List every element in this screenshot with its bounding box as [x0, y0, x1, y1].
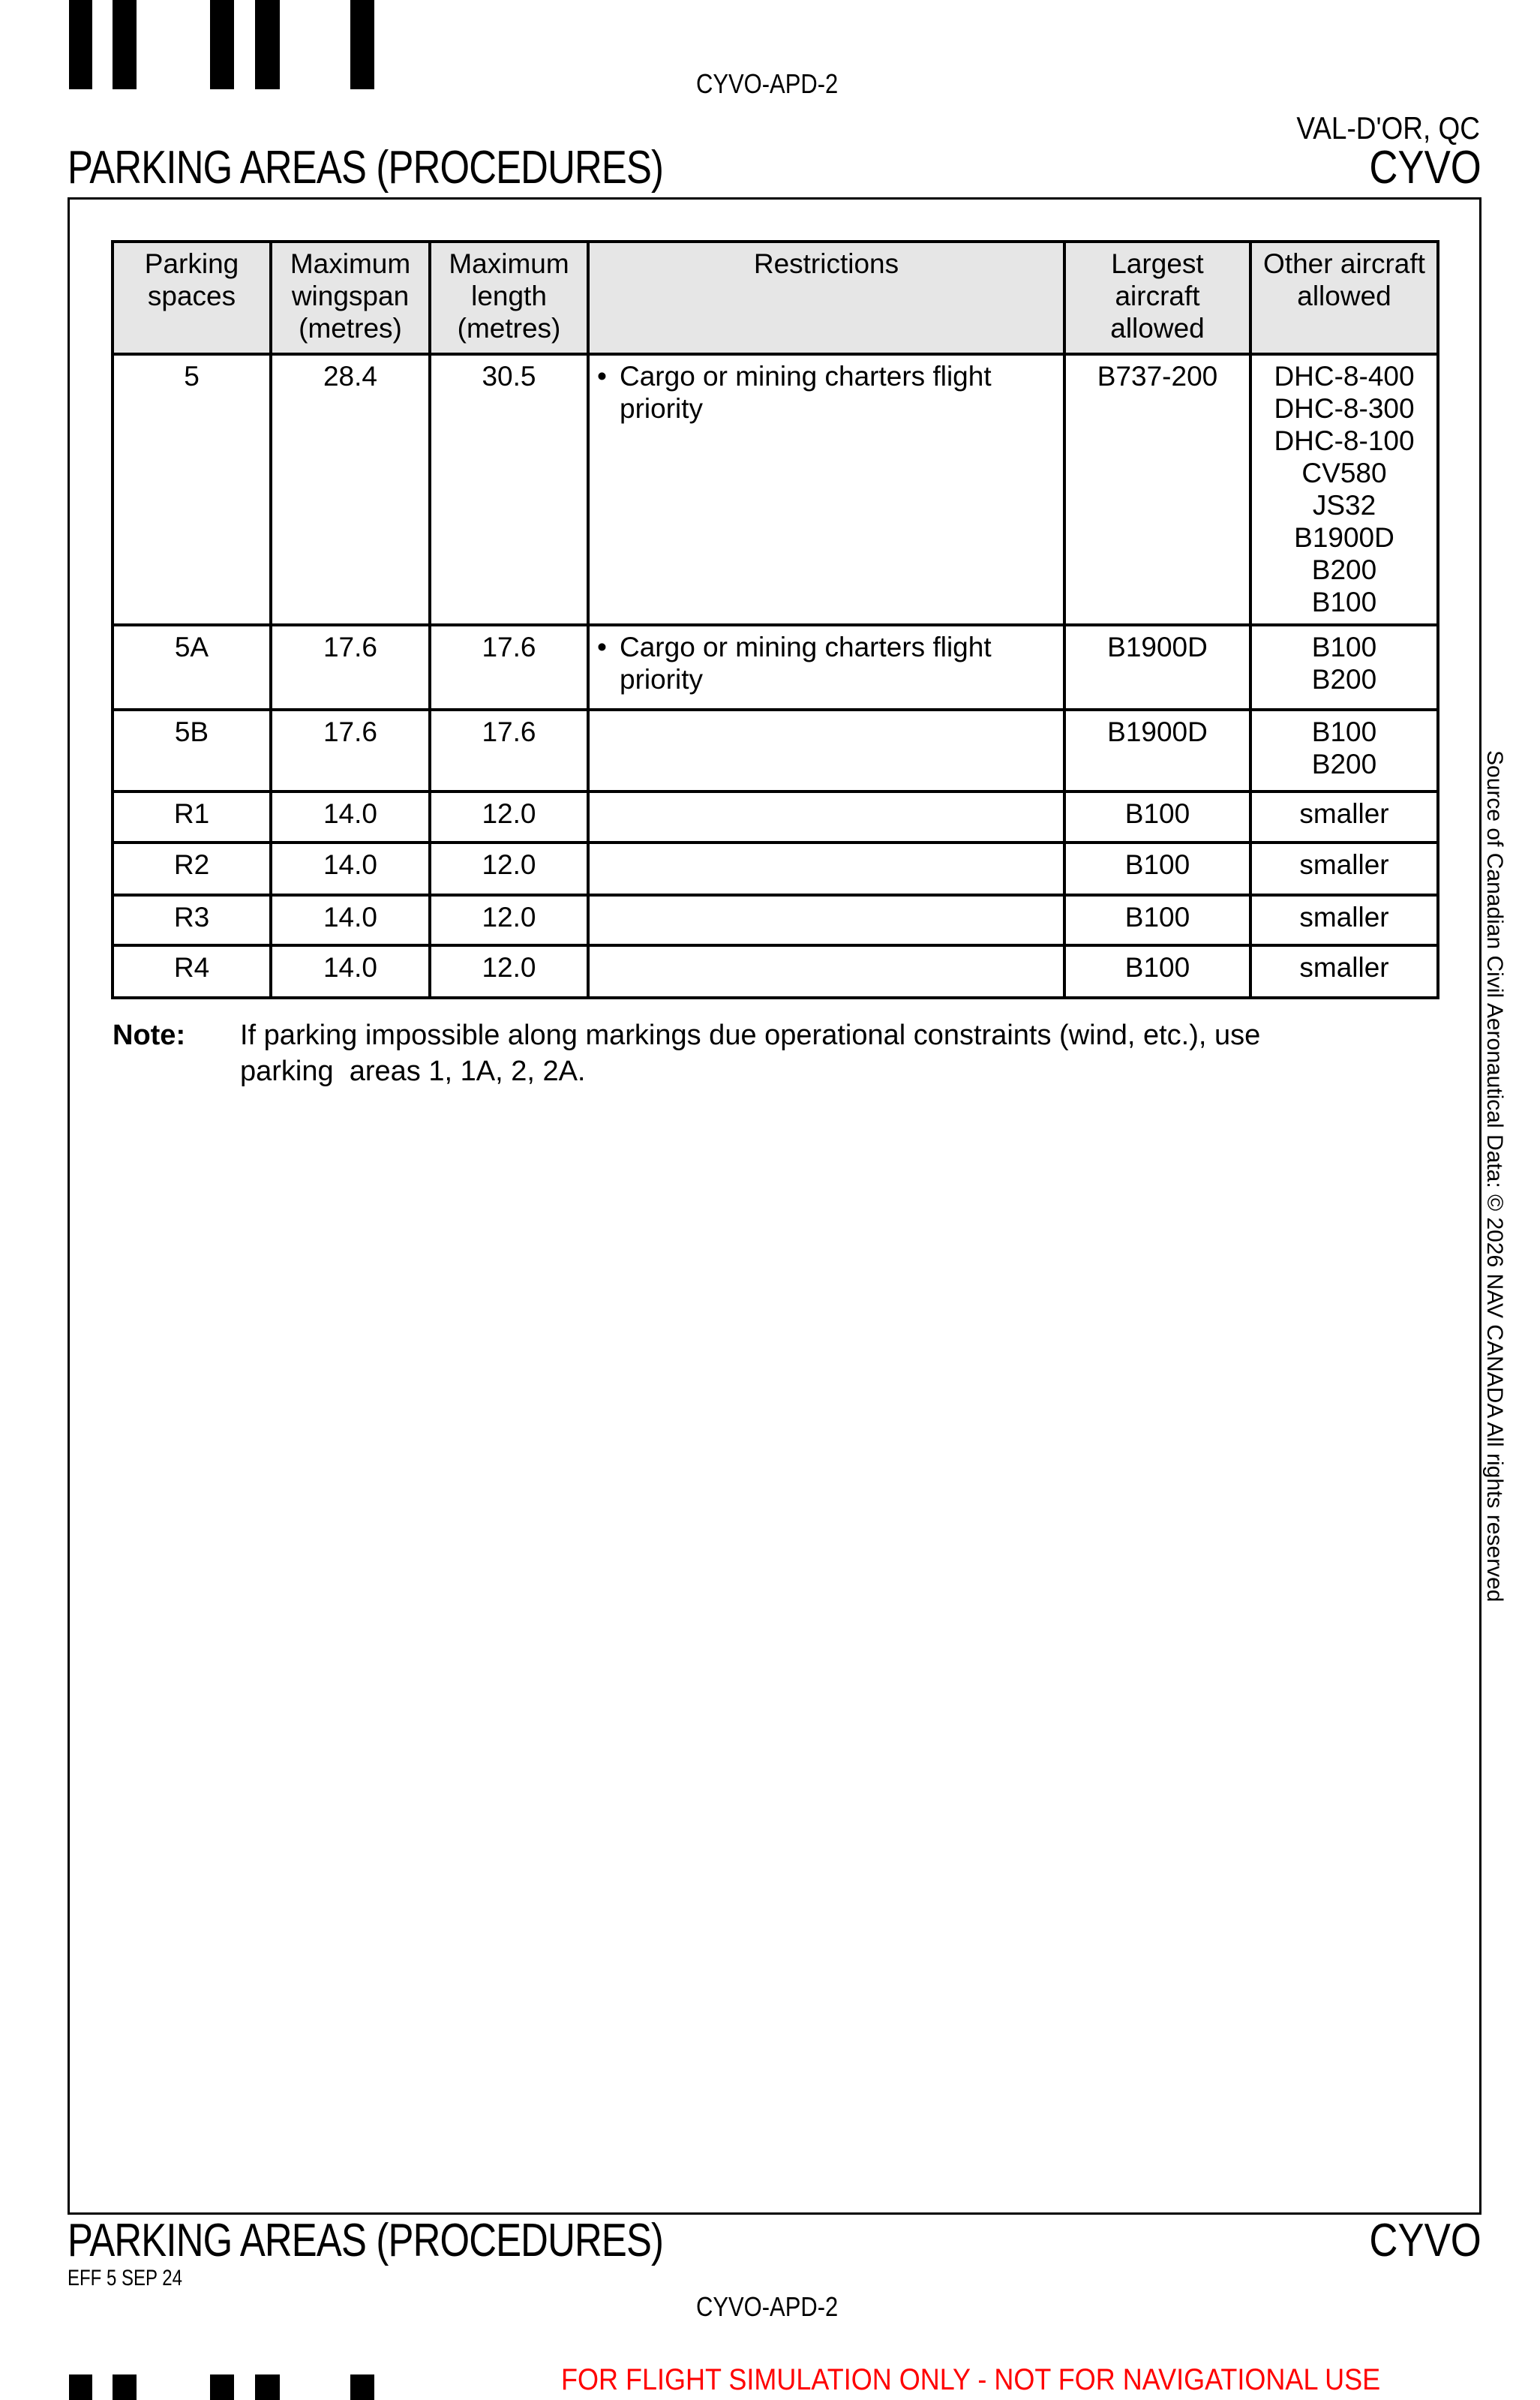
restriction-item: [597, 360, 1058, 425]
cell-largest-aircraft: B100: [1064, 945, 1250, 998]
bullet-icon: •: [597, 361, 607, 392]
cell-length: 30.5: [430, 354, 588, 625]
airport-code-bottom: CYVO: [1369, 2215, 1481, 2266]
cell-largest-aircraft: B100: [1064, 895, 1250, 945]
col-header-other-aircraft: Other aircraft allowed: [1250, 242, 1438, 354]
cell-length: 17.6: [430, 710, 588, 791]
other-aircraft-item: B200: [1311, 664, 1377, 695]
registration-bar: [210, 0, 234, 89]
copyright-text: Source of Canadian Civil Aeronautical Data: © 2026 NAV CANADA All rights reserved: [1482, 750, 1507, 1603]
other-aircraft-item: B100: [1311, 716, 1377, 747]
cell-wingspan: 14.0: [271, 895, 430, 945]
table-row: [113, 710, 1438, 791]
other-aircraft-item: DHC-8-100: [1274, 425, 1415, 456]
page-title: [68, 142, 794, 194]
note-text: [240, 1017, 1260, 1089]
cell-parking-space: 5B: [113, 710, 271, 791]
bullet-icon: •: [597, 632, 607, 662]
cell-largest-aircraft: B1900D: [1064, 625, 1250, 710]
cell-parking-space: R4: [113, 945, 271, 998]
cell-largest-aircraft: B1900D: [1064, 710, 1250, 791]
other-aircraft-item: CV580: [1301, 458, 1387, 488]
col-header-restrictions: Restrictions: [588, 242, 1064, 354]
cell-restrictions: [588, 625, 1064, 710]
other-aircraft-item: smaller: [1299, 952, 1389, 983]
cell-wingspan: 14.0: [271, 945, 430, 998]
other-aircraft-item: B200: [1311, 749, 1377, 779]
simulation-warning: FOR FLIGHT SIMULATION ONLY - NOT FOR NAVIGATIONAL USE: [561, 2363, 1381, 2396]
registration-bar: [255, 0, 280, 89]
cell-parking-space: R3: [113, 895, 271, 945]
other-aircraft-item: B100: [1311, 587, 1377, 617]
registration-bar: [350, 2374, 374, 2400]
cell-other-aircraft: [1250, 354, 1438, 625]
col-header-parking-spaces: Parking spaces: [113, 242, 271, 354]
other-aircraft-item: DHC-8-300: [1274, 393, 1415, 424]
cell-length: 17.6: [430, 625, 588, 710]
table-row: [113, 354, 1438, 625]
cell-restrictions: [588, 354, 1064, 625]
doc-id-bottom: [696, 2293, 861, 2320]
cell-other-aircraft: [1250, 625, 1438, 710]
cell-wingspan: 14.0: [271, 791, 430, 843]
cell-largest-aircraft: B100: [1064, 791, 1250, 843]
cell-restrictions: [588, 945, 1064, 998]
cell-wingspan: 14.0: [271, 843, 430, 895]
registration-bar: [69, 2374, 92, 2400]
note-line: If parking impossible along markings due operational constraints (wind, etc.), use: [240, 1020, 1261, 1051]
restriction-text: Cargo or mining charters flight priority: [620, 632, 992, 695]
cell-other-aircraft: [1250, 895, 1438, 945]
cell-other-aircraft: [1250, 843, 1438, 895]
other-aircraft-item: smaller: [1299, 902, 1389, 933]
cell-wingspan: 17.6: [271, 710, 430, 791]
cell-largest-aircraft: B737-200: [1064, 354, 1250, 625]
other-aircraft-item: B100: [1311, 632, 1377, 662]
col-header-max-length: Maximum length (metres): [430, 242, 588, 354]
table-header-row: [113, 242, 1438, 354]
parking-table: [111, 240, 1439, 999]
cell-length: 12.0: [430, 791, 588, 843]
restriction-item: [597, 631, 1058, 695]
cell-wingspan: 17.6: [271, 625, 430, 710]
cell-length: 12.0: [430, 945, 588, 998]
location-label: VAL-D'OR, QC: [1296, 110, 1480, 146]
cell-restrictions: [588, 710, 1064, 791]
registration-bar: [113, 2374, 137, 2400]
footer-title: [68, 2215, 794, 2266]
cell-other-aircraft: [1250, 945, 1438, 998]
registration-bar: [69, 0, 92, 89]
page-title-text: PARKING AREAS (PROCEDURES): [68, 142, 664, 194]
cell-largest-aircraft: B100: [1064, 843, 1250, 895]
cell-parking-space: R1: [113, 791, 271, 843]
registration-bar: [113, 0, 137, 89]
other-aircraft-item: B1900D: [1294, 522, 1394, 553]
cell-other-aircraft: [1250, 791, 1438, 843]
cell-other-aircraft: [1250, 710, 1438, 791]
cell-parking-space: 5: [113, 354, 271, 625]
table-row: [113, 625, 1438, 710]
cell-restrictions: [588, 895, 1064, 945]
table-row: [113, 791, 1438, 843]
cell-wingspan: 28.4: [271, 354, 430, 625]
airport-code-top: CYVO: [1369, 142, 1481, 194]
doc-id-top: [696, 68, 861, 99]
col-header-largest-aircraft: Largest aircraft allowed: [1064, 242, 1250, 354]
table-row: [113, 945, 1438, 998]
cell-restrictions: [588, 791, 1064, 843]
table-row: [113, 895, 1438, 945]
other-aircraft-item: JS32: [1312, 490, 1376, 521]
cell-length: 12.0: [430, 843, 588, 895]
note-line: parking areas 1, 1A, 2, 2A.: [240, 1056, 586, 1087]
other-aircraft-item: B200: [1311, 554, 1377, 585]
cell-restrictions: [588, 843, 1064, 895]
registration-bar: [210, 2374, 234, 2400]
registration-bar: [255, 2374, 280, 2400]
doc-id-text: CYVO-APD-2: [696, 2291, 839, 2322]
doc-id-text: CYVO-APD-2: [696, 68, 839, 99]
cell-length: 12.0: [430, 895, 588, 945]
footer-title-text: PARKING AREAS (PROCEDURES): [68, 2215, 664, 2266]
copyright-side-text: [1481, 750, 1511, 1666]
cell-parking-space: R2: [113, 843, 271, 895]
cell-parking-space: 5A: [113, 625, 271, 710]
note-label: Note:: [113, 1020, 186, 1051]
note: [113, 1017, 1260, 1089]
registration-bar: [350, 0, 374, 89]
other-aircraft-item: smaller: [1299, 798, 1389, 829]
other-aircraft-item: DHC-8-400: [1274, 361, 1415, 392]
other-aircraft-item: smaller: [1299, 849, 1389, 880]
col-header-max-wingspan: Maximum wingspan (metres): [271, 242, 430, 354]
restriction-text: Cargo or mining charters flight priority: [620, 361, 992, 424]
table-row: [113, 843, 1438, 895]
effective-date: EFF 5 SEP 24: [68, 2266, 182, 2290]
